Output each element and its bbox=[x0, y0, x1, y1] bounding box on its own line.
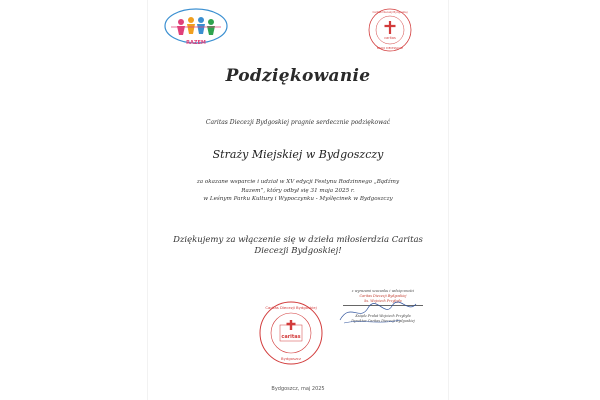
caritas-stamp-bottom bbox=[258, 300, 324, 366]
intro-text: Caritas Diecezji Bydgoskiej pragnie serdecznie podziękować bbox=[205, 119, 391, 126]
recipient-name: Straży Miejskiej w Bydgoszczy bbox=[212, 148, 384, 161]
signature-line3: ks. Wojciech Przybyła bbox=[343, 299, 423, 305]
body-line: za okazane wsparcie i udział w XV edycji Festynu Rodzinnego „Bądźmy bbox=[196, 179, 400, 185]
certificate-page bbox=[148, 0, 448, 400]
stamp-bottom-center: caritas bbox=[281, 334, 301, 340]
thanks-text bbox=[168, 235, 428, 257]
stamp-top-ring: Caritas Diecezji Bydgoskiej bbox=[372, 11, 408, 14]
stamp-bottom-ring: Caritas Diecezji Bydgoskiej bbox=[265, 305, 317, 310]
signature-line2: Caritas Diecezji Bydgoskiej bbox=[359, 294, 407, 299]
festival-logo bbox=[163, 7, 229, 47]
logo-text: RAZEM bbox=[186, 40, 206, 46]
signature-line5: Dyrektor Caritas Diecezji Bydgoskiej bbox=[351, 318, 415, 323]
handwritten-signature bbox=[330, 292, 420, 330]
page-title: Podziękowanie bbox=[225, 66, 371, 86]
stamp-top-center: caritas bbox=[384, 36, 396, 40]
body-text bbox=[178, 178, 418, 204]
signature-line4: Ksiądz Prałat Wojciech Przybyła bbox=[355, 313, 411, 318]
caritas-stamp-top bbox=[367, 7, 413, 53]
stamp-bottom-city: Bydgoszcz bbox=[280, 356, 302, 361]
body-line: w Leśnym Parku Kultury i Wypoczynku - Myślęcinek w Bydgoszczy bbox=[203, 196, 393, 202]
body-line: Razem”, który odbył się 31 maja 2025 r. bbox=[241, 187, 355, 194]
thanks-line: Diecezji Bydgoskiej! bbox=[254, 246, 342, 256]
signature-line1: z wyrazami szacunku i wdzięczności bbox=[351, 289, 415, 293]
footer-date: Bydgoszcz, maj 2025 bbox=[271, 386, 325, 392]
stamp-top-sub: BIURO DIECEZJALNE bbox=[376, 47, 404, 50]
thanks-line: Dziękujemy za włączenie się w dzieła miłosierdzia Caritas bbox=[173, 235, 423, 245]
